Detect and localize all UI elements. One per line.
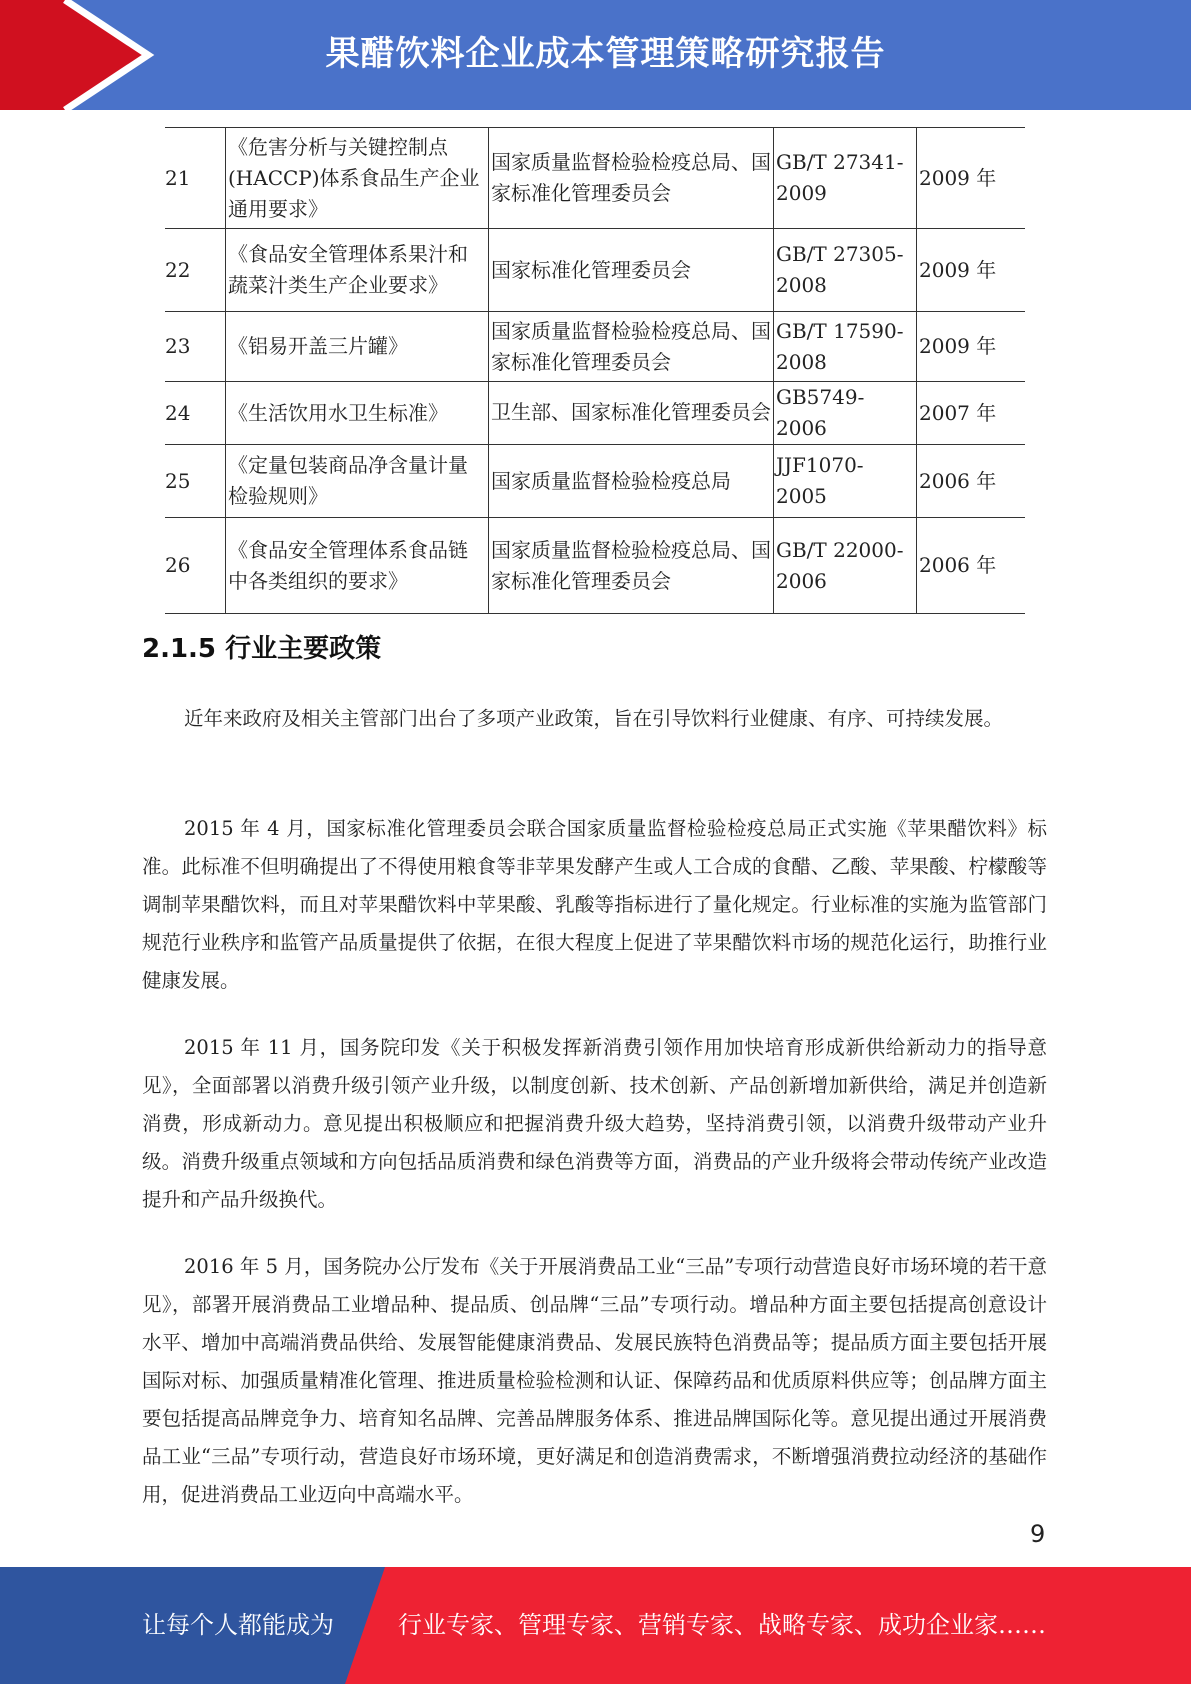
row-number: 24 [165,382,226,445]
standard-name: 《定量包装商品净含量计量检验规则》 [226,445,489,518]
paragraph-2016-may: 2016 年 5 月，国务院办公厅发布《关于开展消费品工业“三品”专项行动营造良好市场环境的若干意见》，部署开展消费品工业增品种、提品质、创品牌“三品”专项行动。增品种方面主要包括提高创意设计水平、增加中高端消费品供给、发展智能健康消费品、发展民族特色消费品等；提品质方面主要包括开展国际对标、加强质量精准化管理、推进质量检验检测和认证、保障药品和优质原料供应等；创品牌方面主要包括提高品牌竞争力、培育知名品牌、完善品牌服务体系、推进品牌国际化等。意见提出通过开展消费品工业“三品”专项行动，营造良好市场环境，更好满足和创造消费需求，不断增强消费拉动经济的基础作用，促进消费品工业迈向中高端水平。 [142,1255,1047,1506]
standard-code: JJF1070-2005 [774,445,917,518]
paragraph-intro: 近年来政府及相关主管部门出台了多项产业政策，旨在引导饮料行业健康、有序、可持续发展。 [184,707,1004,730]
year: 2009 年 [917,128,1026,229]
table-row [165,382,1025,445]
year: 2006 年 [917,518,1026,614]
row-number: 25 [165,445,226,518]
issuing-org: 国家质量监督检验检疫总局 [489,445,774,518]
row-number: 21 [165,128,226,229]
table-row [165,312,1025,382]
issuing-org: 国家质量监督检验检疫总局、国家标准化管理委员会 [489,128,774,229]
row-number: 26 [165,518,226,614]
table-row [165,518,1025,614]
table-row [165,128,1025,229]
row-number: 23 [165,312,226,382]
table-row [165,445,1025,518]
standard-code: GB/T 22000-2006 [774,518,917,614]
standards-table [165,127,1025,614]
standard-code: GB/T 17590-2008 [774,312,917,382]
standard-code: GB/T 27305-2008 [774,229,917,312]
footer-slogan-right: 行业专家、管理专家、营销专家、战略专家、成功企业家…… [398,1611,1046,1639]
year: 2006 年 [917,445,1026,518]
page-number: 9 [1030,1520,1046,1548]
row-number: 22 [165,229,226,312]
year: 2009 年 [917,312,1026,382]
footer-slogan-left: 让每个人都能成为 [142,1611,334,1639]
issuing-org: 国家质量监督检验检疫总局、国家标准化管理委员会 [489,518,774,614]
issuing-org: 国家质量监督检验检疫总局、国家标准化管理委员会 [489,312,774,382]
paragraph-2015-november: 2015 年 11 月，国务院印发《关于积极发挥新消费引领作用加快培育形成新供给新动力的指导意见》，全面部署以消费升级引领产业升级，以制度创新、技术创新、产品创新增加新供给，满足并创造新消费，形成新动力。意见提出积极顺应和把握消费升级大趋势，坚持消费引领，以消费升级带动产业升级。消费升级重点领域和方向包括品质消费和绿色消费等方面，消费品的产业升级将会带动传统产业改造提升和产品升级换代。 [142,1036,1047,1211]
standard-name: 《铝易开盖三片罐》 [226,312,489,382]
standard-code: GB/T 27341-2009 [774,128,917,229]
standard-name: 《生活饮用水卫生标准》 [226,382,489,445]
standard-code: GB5749-2006 [774,382,917,445]
section-heading: 2.1.5 行业主要政策 [142,634,382,664]
issuing-org: 国家标准化管理委员会 [489,229,774,312]
year: 2007 年 [917,382,1026,445]
issuing-org-text: 卫生部、国家标准化管理委员会 [491,400,771,424]
paragraph-2015-april: 2015 年 4 月，国家标准化管理委员会联合国家质量监督检验检疫总局正式实施《苹果醋饮料》标准。此标准不但明确提出了不得使用粮食等非苹果发酵产生或人工合成的食醋、乙酸、苹果酸、柠檬酸等调制苹果醋饮料，而且对苹果醋饮料中苹果酸、乳酸等指标进行了量化规定。行业标准的实施为监管部门规范行业秩序和监管产品质量提供了依据，在很大程度上促进了苹果醋饮料市场的规范化运行，助推行业健康发展。 [142,817,1047,992]
issuing-org [489,382,774,445]
standard-name: 《食品安全管理体系果汁和蔬菜汁类生产企业要求》 [226,229,489,312]
page-header [0,0,1191,110]
page-footer [0,1567,1191,1684]
year: 2009 年 [917,229,1026,312]
table-row [165,229,1025,312]
report-title: 果醋饮料企业成本管理策略研究报告 [325,34,886,74]
standard-name: 《食品安全管理体系食品链中各类组织的要求》 [226,518,489,614]
standard-name: 《危害分析与关键控制点(HACCP)体系食品生产企业通用要求》 [226,128,489,229]
